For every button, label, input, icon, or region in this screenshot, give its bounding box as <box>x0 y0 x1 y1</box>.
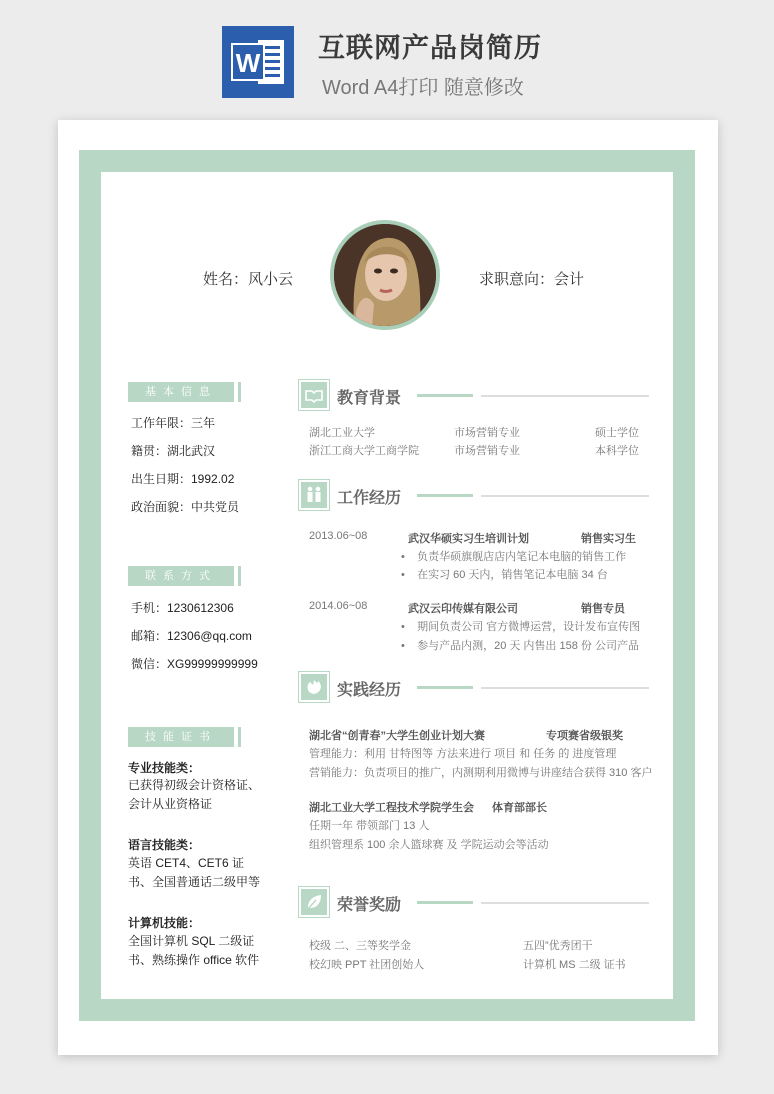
honor-item: 五四”优秀团干 <box>523 940 593 952</box>
wechat: 微信：XG99999999999 <box>131 657 258 671</box>
honor-item: 校幻映 PPT 社团创始人 <box>309 959 425 971</box>
education-heading: 教育背景 <box>337 390 402 407</box>
education-icon <box>299 380 329 410</box>
section-accent-bar <box>417 394 473 397</box>
honors-icon <box>299 887 329 917</box>
section-accent-bar <box>417 494 473 497</box>
skill-detail: 英语 CET4、CET6 证书、全国普通话二级甲等 <box>128 856 261 889</box>
section-accent-bar <box>417 686 473 689</box>
job-company: 武汉云印传媒有限公司 <box>408 603 518 615</box>
honors-heading: 荣誉奖励 <box>337 897 402 914</box>
practice-line: 管理能力：利用 甘特图等 方法来进行 项目 和 任务 的 进度管理 <box>309 748 617 760</box>
job-role: 销售实习生 <box>581 533 636 545</box>
practice-title: 湖北省“创青春”大学生创业计划大赛 <box>309 730 485 742</box>
skill-detail: 已获得初级会计资格证、会计从业资格证 <box>128 778 261 811</box>
practice-icon <box>299 672 329 702</box>
practice-line: 组织管理系 100 余人篮球赛 及 学院运动会等活动 <box>309 839 549 851</box>
contact-heading: 联系方式 <box>128 566 234 586</box>
phone: 手机：1230612306 <box>131 601 234 615</box>
hometown: 籍贯：湖北武汉 <box>131 444 216 458</box>
job-bullet: • 在实习 60 天内，销售笔记本电脑 34 台 <box>401 569 608 581</box>
practice-heading: 实践经历 <box>337 682 402 699</box>
edu-major: 市场营销专业 <box>454 445 520 457</box>
skill-category: 计算机技能： <box>128 916 201 930</box>
skill-category: 语言技能类： <box>128 838 201 852</box>
edu-degree: 本科学位 <box>595 445 639 457</box>
practice-award: 专项赛省级银奖 <box>546 730 623 742</box>
birth-date: 出生日期：1992.02 <box>131 472 235 486</box>
job-bullet: • 参与产品内测，20 天 内售出 158 份 公司产品 <box>401 640 639 652</box>
practice-line: 营销能力：负责项目的推广，内测期利用微博与讲座结合获得 310 客户 <box>309 767 653 779</box>
word-icon <box>222 26 294 98</box>
page-subtitle: Word A4打印 随意修改 <box>322 77 524 99</box>
practice-award: 体育部部长 <box>492 802 547 814</box>
svg-text:W: W <box>235 48 261 78</box>
resume-sheet <box>58 120 718 1055</box>
edu-school: 浙江工商大学工商学院 <box>309 445 419 457</box>
section-divider <box>481 687 649 689</box>
job-role: 销售专员 <box>581 603 625 615</box>
work-heading: 工作经历 <box>337 490 402 507</box>
work-icon <box>299 480 329 510</box>
political-status: 政治面貌：中共党员 <box>131 500 240 514</box>
job-bullet: • 期间负责公司 官方微博运营，设计发布宣传图 <box>401 621 641 633</box>
work-years: 工作年限：三年 <box>131 416 216 430</box>
job-date: 2014.06~08 <box>309 600 368 612</box>
profile-photo <box>330 220 440 330</box>
skill-detail: 全国计算机 SQL 二级证书、熟练操作 office 软件 <box>128 934 260 967</box>
resume-content <box>101 172 673 999</box>
name-label: 姓名：风小云 <box>203 271 294 288</box>
page-header <box>0 0 774 118</box>
section-divider <box>481 495 649 497</box>
practice-line: 任期一年 带领部门 13 人 <box>309 820 430 832</box>
resume-frame <box>79 150 695 1021</box>
edu-major: 市场营销专业 <box>454 427 520 439</box>
edu-degree: 硕士学位 <box>595 427 639 439</box>
honor-item: 计算机 MS 二级 证书 <box>523 959 626 971</box>
page-title: 互联网产品岗简历 <box>318 33 542 63</box>
job-date: 2013.06~08 <box>309 530 368 542</box>
email: 邮箱：12306@qq.com <box>131 629 252 643</box>
section-accent-bar <box>417 901 473 904</box>
section-divider <box>481 395 649 397</box>
job-company: 武汉华硕实习生培训计划 <box>408 533 529 545</box>
job-bullet: • 负责华硕旗舰店店内笔记本电脑的销售工作 <box>401 551 627 563</box>
skills-heading: 技能证书 <box>128 727 234 747</box>
edu-school: 湖北工业大学 <box>309 427 375 439</box>
job-intent-label: 求职意向：会计 <box>479 271 585 288</box>
section-divider <box>481 902 649 904</box>
basic-info-heading: 基本信息 <box>128 382 234 402</box>
skill-category: 专业技能类： <box>128 761 201 775</box>
practice-title: 湖北工业大学工程技术学院学生会 <box>309 802 474 814</box>
honor-item: 校级 二、三等奖学金 <box>309 940 412 952</box>
